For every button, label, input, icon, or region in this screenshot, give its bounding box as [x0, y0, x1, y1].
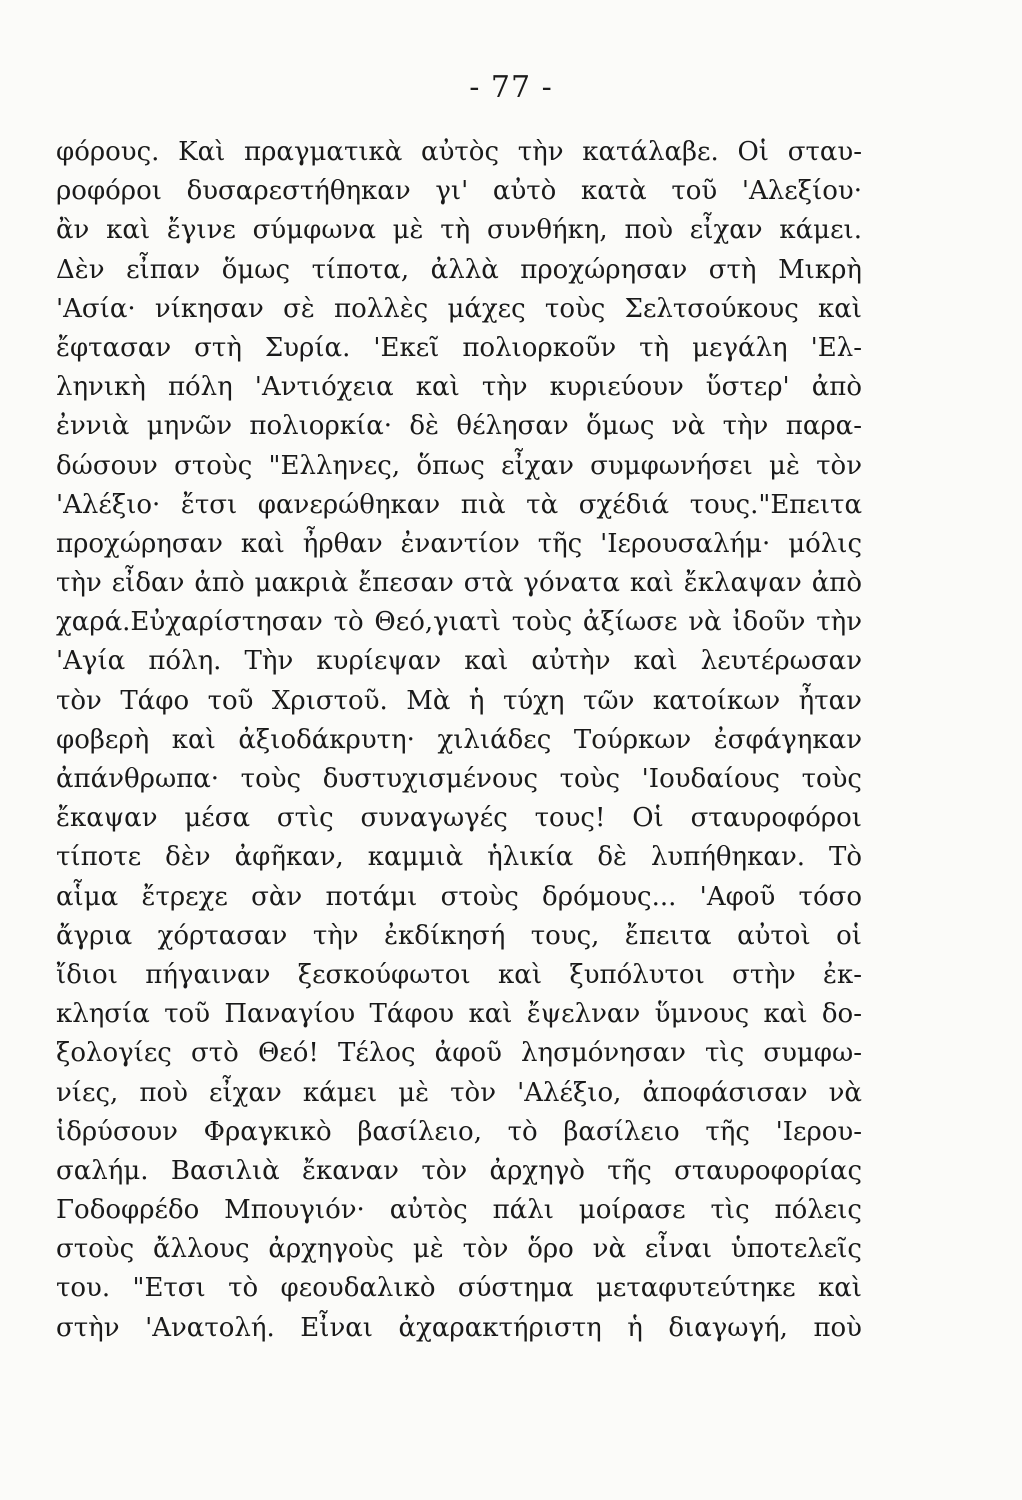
text-line: φόρους. Καὶ πραγματικὰ αὐτὸς τὴν κατάλαβε. Οἱ σταυ- — [56, 137, 862, 167]
text-line: νίες, ποὺ εἶχαν κάμει μὲ τὸν 'Αλέξιο, ἀποφάσισαν νὰ — [56, 1077, 862, 1108]
text-line: 'Αλέξιο· ἔτσι φανερώθηκαν πιὰ τὰ σχέδιά τους."Επειτα — [56, 489, 862, 520]
text-line: Γοδοφρέδο Μπουγιόν· αὐτὸς πάλι μοίρασε τὶς πόλεις — [56, 1195, 862, 1226]
text-line: ἐννιὰ μηνῶν πολιορκία· δὲ θέλησαν ὅμως νὰ τὴν παρα- — [56, 411, 862, 442]
text-line: 'Αγία πόλη. Τὴν κυρίεψαν καὶ αὐτὴν καὶ λευτέρωσαν — [56, 646, 862, 677]
text-line: 'Ασία· νίκησαν σὲ πολλὲς μάχες τοὺς Σελτσούκους καὶ — [56, 293, 862, 324]
text-line: ἀπάνθρωπα· τοὺς δυστυχισμένους τοὺς 'Ιουδαίους τοὺς — [56, 764, 862, 794]
text-line: φοβερὴ καὶ ἀξιοδάκρυτη· χιλιάδες Τούρκων ἐσφάγηκαν — [56, 724, 862, 755]
text-line: τὴν εἶδαν ἀπὸ μακριὰ ἔπεσαν στὰ γόνατα καὶ ἔκλαψαν ἀπὸ — [56, 568, 862, 599]
text-line: ἂν καὶ ἔγινε σύμφωνα μὲ τὴ συνθήκη, ποὺ εἶχαν κάμει. — [56, 215, 862, 246]
page-number: - 77 - — [469, 70, 553, 105]
text-line: αἷμα ἔτρεχε σὰν ποτάμι στοὺς δρόμους... 'Αφοῦ τόσο — [56, 881, 862, 912]
text-line: ἔκαψαν μέσα στὶς συναγωγές τους! Οἱ σταυροφόροι — [56, 803, 862, 834]
text-line: ἴδιοι πήγαιναν ξεσκούφωτοι καὶ ξυπόλυτοι στὴν ἐκ- — [56, 959, 862, 990]
text-line: ἔφτασαν στὴ Συρία. 'Εκεῖ πολιορκοῦν τὴ μεγάλη 'Ελ- — [56, 332, 862, 363]
text-line: ἱδρύσουν Φραγκικὸ βασίλειο, τὸ βασίλειο τῆς 'Ιερου- — [56, 1116, 862, 1147]
text-line: χαρά.Εὐχαρίστησαν τὸ Θεό,γιατὶ τοὺς ἀξίωσε νὰ ἰδοῦν τὴν — [56, 607, 862, 638]
text-line: προχώρησαν καὶ ἦρθαν ἐναντίον τῆς 'Ιερουσαλήμ· μόλις — [56, 528, 862, 559]
text-line: τίποτε δὲν ἀφῆκαν, καμμιὰ ἡλικία δὲ λυπήθηκαν. Τὸ — [56, 842, 862, 873]
text-line: του. "Ετσι τὸ φεουδαλικὸ σύστημα μεταφυτεύτηκε καὶ — [56, 1273, 862, 1304]
text-line: ροφόροι δυσαρεστήθηκαν γι' αὐτὸ κατὰ τοῦ 'Αλεξίου· — [56, 176, 862, 207]
text-line: τὸν Τάφο τοῦ Χριστοῦ. Μὰ ἡ τύχη τῶν κατοίκων ἦταν — [56, 685, 862, 716]
text-line: στοὺς ἄλλους ἀρχηγοὺς μὲ τὸν ὅρο νὰ εἶναι ὑποτελεῖς — [56, 1234, 862, 1265]
text-line: ἄγρια χόρτασαν τὴν ἐκδίκησή τους, ἔπειτα αὐτοὶ οἱ — [56, 920, 862, 951]
text-line: δώσουν στοὺς "Ελληνες, ὅπως εἶχαν συμφωνήσει μὲ τὸν — [56, 450, 862, 481]
text-line: ξολογίες στὸ Θεό! Τέλος ἀφοῦ λησμόνησαν τὶς συμφω- — [56, 1038, 862, 1069]
text-line: κλησία τοῦ Παναγίου Τάφου καὶ ἔψελναν ὕμνους καὶ δο- — [56, 999, 862, 1030]
text-line: ληνικὴ πόλη 'Αντιόχεια καὶ τὴν κυριεύουν ὕστερ' ἀπὸ — [56, 372, 862, 403]
text-line: σαλήμ. Βασιλιὰ ἔκαναν τὸν ἀρχηγὸ τῆς σταυροφορίας — [56, 1155, 862, 1186]
text-line: στὴν 'Ανατολή. Εἶναι ἀχαρακτήριστη ἡ διαγωγή, ποὺ — [56, 1312, 862, 1343]
text-line: Δὲν εἶπαν ὅμως τίποτα, ἀλλὰ προχώρησαν στὴ Μικρὴ — [56, 254, 862, 285]
body-text — [56, 133, 862, 1348]
